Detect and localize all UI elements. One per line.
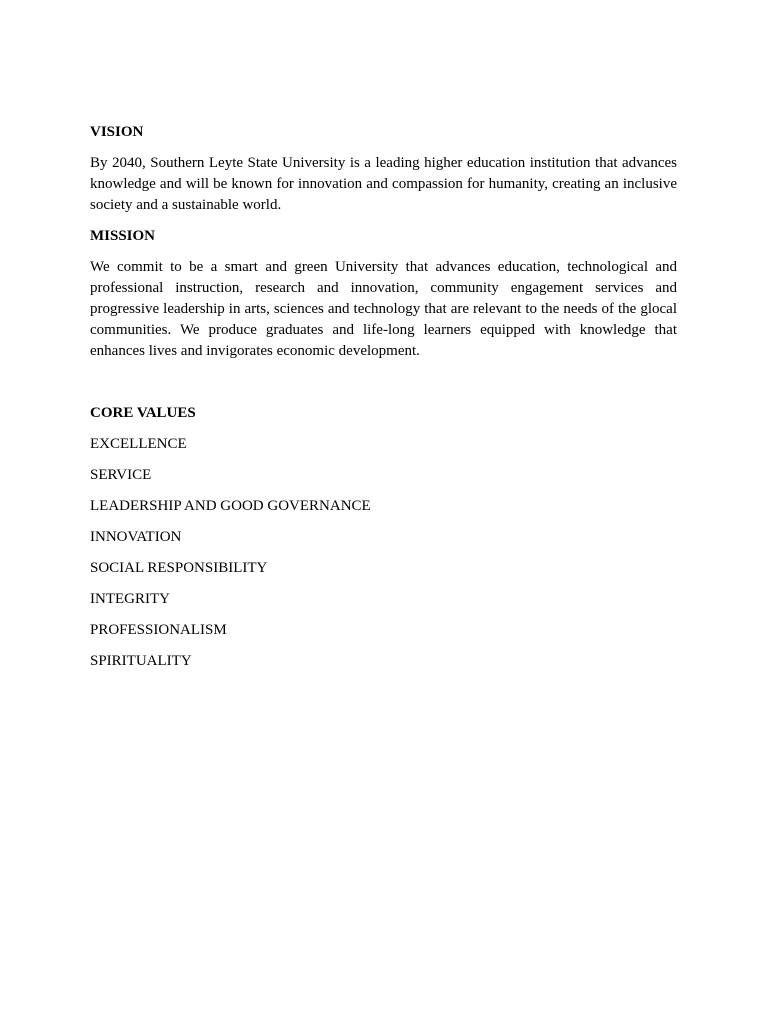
core-value-item: SPIRITUALITY [90,653,192,669]
vision-heading: VISION [90,124,144,140]
core-value-item: SERVICE [90,467,152,483]
core-value-item: INNOVATION [90,529,182,545]
mission-heading: MISSION [90,228,156,244]
core-value-item: SOCIAL RESPONSIBILITY [90,560,268,576]
core-value-item: EXCELLENCE [90,436,187,452]
core-values-heading: CORE VALUES [90,405,196,421]
core-value-item: LEADERSHIP AND GOOD GOVERNANCE [90,498,371,514]
vision-paragraph: By 2040, Southern Leyte State University is a leading higher education institution that advances knowledge and will be known for innovation and compassion for humanity, creating an inclusive society and a sustainable world. [90,155,677,213]
section-spacer [90,372,677,403]
document-page [90,122,677,682]
core-value-item: INTEGRITY [90,591,170,607]
mission-paragraph: We commit to be a smart and green University that advances education, technological and professional instruction, research and innovation, community engagement services and progressive leadership in arts, sciences and technology that are relevant to the needs of the glocal communities. We produce graduates and life-long learners equipped with knowledge that enhances lives and invigorates economic development. [90,259,677,359]
core-values-list [90,434,677,672]
core-value-item: PROFESSIONALISM [90,622,227,638]
